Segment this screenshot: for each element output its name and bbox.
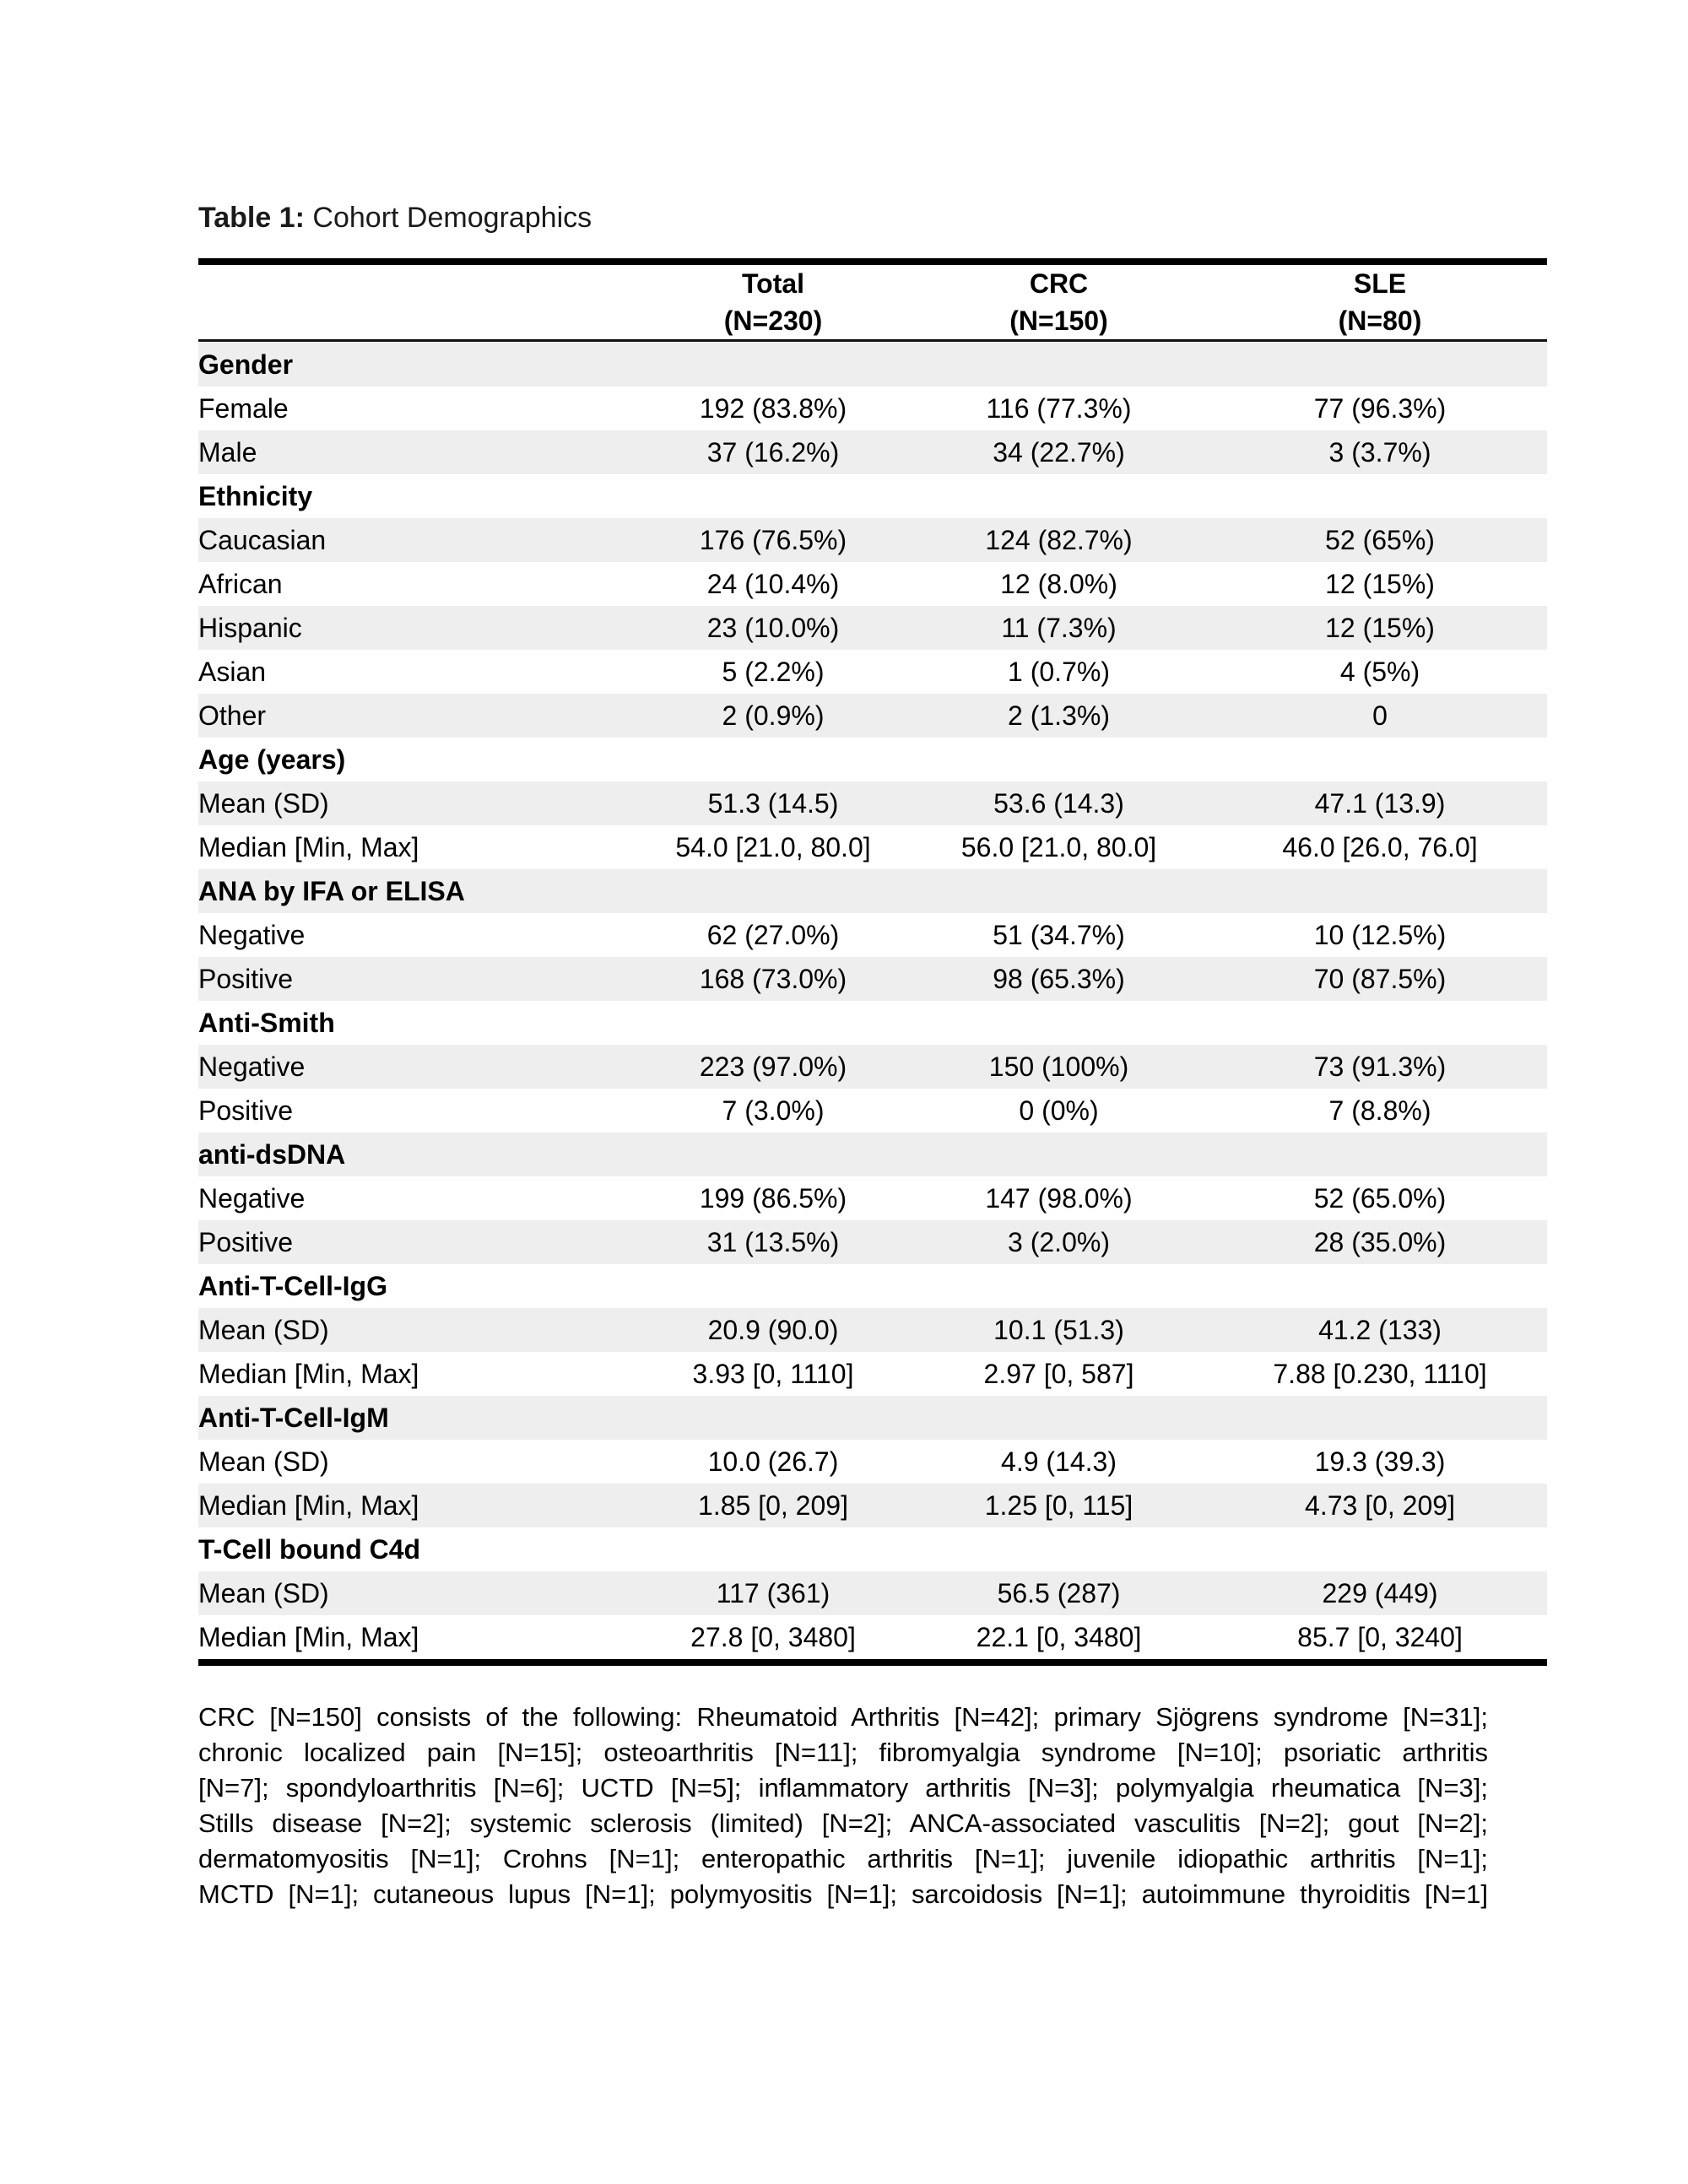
column-header-n: (N=80) (1338, 305, 1422, 336)
section-label: anti-dsDNA (198, 1139, 346, 1170)
table-row (198, 1352, 1547, 1396)
cell-crc: 10.1 (51.3) (993, 1315, 1124, 1345)
cell-crc: 116 (77.3%) (986, 393, 1132, 424)
cell-sle: 41.2 (133) (1318, 1315, 1442, 1345)
table-row (198, 387, 1547, 430)
section-label: Gender (198, 349, 294, 380)
cell-total: 31 (13.5%) (706, 1227, 840, 1257)
section-label: Anti-Smith (198, 1008, 335, 1038)
footnote-line: MCTD [N=1]; cutaneous lupus [N=1]; polymyositis [N=1]; sarcoidosis [N=1]; autoimmune thyroiditis [N=1] (198, 1879, 1488, 1909)
cell-crc: 22.1 [0, 3480] (976, 1622, 1142, 1652)
cell-total: 223 (97.0%) (699, 1051, 847, 1082)
cell-total: 117 (361) (716, 1578, 830, 1608)
table-section-row (198, 1396, 1547, 1440)
cell-crc (905, 1264, 1213, 1308)
row-label: Median [Min, Max] (198, 1622, 419, 1652)
cell-total: 27.8 [0, 3480] (690, 1622, 856, 1652)
cell-sle: 73 (91.3%) (1313, 1051, 1447, 1082)
cell-total: 176 (76.5%) (699, 525, 847, 555)
cell-crc: 12 (8.0%) (1000, 569, 1117, 599)
cell-total: 54.0 [21.0, 80.0] (675, 832, 871, 862)
cell-sle: 4.73 [0, 209] (1305, 1490, 1455, 1521)
row-label: Negative (198, 1051, 306, 1082)
cell-total: 168 (73.0%) (699, 964, 847, 994)
cell-crc (905, 738, 1213, 781)
cell-total (641, 1396, 905, 1440)
column-header-name: Total (741, 268, 805, 299)
section-label: Ethnicity (198, 481, 313, 511)
table-section-row (198, 1264, 1547, 1308)
table-row (198, 1615, 1547, 1659)
table-row (198, 781, 1547, 825)
row-label: Positive (198, 1227, 294, 1257)
row-label: Median [Min, Max] (198, 1490, 419, 1521)
column-header-n: (N=230) (723, 305, 823, 336)
table-row (198, 825, 1547, 869)
table-section-row (198, 474, 1547, 518)
row-label: Mean (SD) (198, 1578, 329, 1608)
table-header (198, 265, 1547, 339)
cell-sle (1213, 1396, 1547, 1440)
footnote-line: dermatomyositis [N=1]; Crohns [N=1]; enteropathic arthritis [N=1]; juvenile idiopathic arthritis [N=1]; (198, 1844, 1488, 1873)
column-header-total (641, 265, 905, 339)
column-header-sle (1213, 265, 1547, 339)
cell-sle (1213, 1527, 1547, 1571)
cell-sle: 10 (12.5%) (1313, 920, 1447, 950)
row-label: Female (198, 393, 289, 424)
table-row (198, 694, 1547, 738)
cell-total: 24 (10.4%) (706, 569, 840, 599)
cell-crc: 0 (0%) (1019, 1095, 1099, 1126)
table-row (198, 1308, 1547, 1352)
table-section-row (198, 869, 1547, 913)
column-header-crc (905, 265, 1213, 339)
cell-total: 23 (10.0%) (706, 613, 840, 643)
cell-total: 3.93 [0, 1110] (692, 1359, 854, 1389)
cell-total (641, 1001, 905, 1045)
cell-sle (1213, 474, 1547, 518)
cell-total (641, 738, 905, 781)
footnote-line: chronic localized pain [N=15]; osteoarthritis [N=11]; fibromyalgia syndrome [N=10]; psoriatic arthritis (198, 1738, 1488, 1767)
cell-crc (905, 1527, 1213, 1571)
cell-total: 10.0 (26.7) (707, 1446, 839, 1477)
table-row (198, 913, 1547, 957)
cell-crc: 150 (100%) (988, 1051, 1129, 1082)
cell-crc (905, 1396, 1213, 1440)
row-label: African (198, 569, 283, 599)
cell-sle (1213, 1133, 1547, 1176)
row-label: Mean (SD) (198, 1446, 329, 1477)
row-label: Mean (SD) (198, 788, 329, 819)
cell-crc: 124 (82.7%) (985, 525, 1133, 555)
cell-sle: 0 (1372, 700, 1388, 731)
cell-crc: 56.0 [21.0, 80.0] (960, 832, 1157, 862)
table-row (198, 1089, 1547, 1133)
row-label: Asian (198, 657, 267, 687)
cell-total: 1.85 [0, 209] (698, 1490, 848, 1521)
table-row (198, 957, 1547, 1001)
table-row (198, 1220, 1547, 1264)
table-row (198, 1571, 1547, 1615)
cell-total: 5 (2.2%) (722, 657, 825, 687)
footnote-line: CRC [N=150] consists of the following: Rheumatoid Arthritis [N=42]; primary Sjögrens syndrome [N=31]; (198, 1702, 1488, 1732)
cell-total: 62 (27.0%) (706, 920, 840, 950)
cell-crc (905, 1133, 1213, 1176)
cell-sle: 70 (87.5%) (1313, 964, 1447, 994)
footnote-line: [N=7]; spondyloarthritis [N=6]; UCTD [N=5]; inflammatory arthritis [N=3]; polymyalgia rheumatica [N=3]; (198, 1773, 1488, 1803)
cell-total (641, 1527, 905, 1571)
row-label: Caucasian (198, 525, 327, 555)
cell-sle: 28 (35.0%) (1313, 1227, 1447, 1257)
cell-sle: 52 (65%) (1325, 525, 1435, 555)
table-section-row (198, 1527, 1547, 1571)
table-row (198, 1176, 1547, 1220)
table-row (198, 1045, 1547, 1089)
cell-total: 37 (16.2%) (706, 437, 840, 468)
cell-crc (905, 474, 1213, 518)
table-header-rule (198, 339, 1547, 342)
cell-crc: 1.25 [0, 115] (984, 1490, 1133, 1521)
cell-sle (1213, 738, 1547, 781)
section-label: Age (years) (198, 744, 346, 775)
cell-sle: 47.1 (13.9) (1314, 788, 1446, 819)
row-label: Hispanic (198, 613, 302, 643)
cell-sle (1213, 343, 1547, 387)
cell-crc (905, 1001, 1213, 1045)
cell-total (641, 474, 905, 518)
table-section-row (198, 343, 1547, 387)
table-section-row (198, 738, 1547, 781)
section-label: ANA by IFA or ELISA (198, 876, 465, 906)
cell-total (641, 1133, 905, 1176)
table-section-row (198, 1133, 1547, 1176)
cell-crc: 51 (34.7%) (993, 920, 1125, 950)
row-label: Negative (198, 1183, 306, 1214)
cell-crc: 98 (65.3%) (993, 964, 1125, 994)
table-row (198, 606, 1547, 650)
cell-sle (1213, 1001, 1547, 1045)
section-label: T-Cell bound C4d (198, 1534, 421, 1565)
cell-crc: 3 (2.0%) (1008, 1227, 1110, 1257)
table-row (198, 1440, 1547, 1484)
cell-crc: 11 (7.3%) (1001, 613, 1117, 643)
cell-crc (905, 869, 1213, 913)
cell-total: 51.3 (14.5) (707, 788, 839, 819)
cell-crc: 2.97 [0, 587] (983, 1359, 1134, 1389)
cell-crc: 147 (98.0%) (985, 1183, 1133, 1214)
cell-sle: 12 (15%) (1325, 613, 1435, 643)
cell-sle: 52 (65.0%) (1313, 1183, 1447, 1214)
cell-sle: 7 (8.8%) (1328, 1095, 1431, 1126)
column-header-name: SLE (1353, 268, 1407, 299)
row-label: Mean (SD) (198, 1315, 329, 1345)
cell-total: 7 (3.0%) (722, 1095, 825, 1126)
row-label: Other (198, 700, 267, 731)
table-section-row (198, 1001, 1547, 1045)
cell-crc: 56.5 (287) (997, 1578, 1121, 1608)
cell-crc: 34 (22.7%) (993, 437, 1125, 468)
cell-sle: 7.88 [0.230, 1110] (1273, 1359, 1487, 1389)
cell-total: 192 (83.8%) (699, 393, 847, 424)
cell-sle (1213, 1264, 1547, 1308)
table-title-text: Cohort Demographics (312, 202, 592, 234)
table-row (198, 562, 1547, 606)
cell-sle: 3 (3.7%) (1328, 437, 1431, 468)
row-label: Median [Min, Max] (198, 832, 419, 862)
table-body (198, 343, 1547, 1659)
cell-total: 2 (0.9%) (722, 700, 825, 731)
table-row (198, 430, 1547, 474)
table-footnote (198, 1700, 1488, 1912)
cell-sle: 12 (15%) (1325, 569, 1435, 599)
row-label: Positive (198, 1095, 294, 1126)
table-top-rule (198, 258, 1547, 265)
cell-sle: 229 (449) (1322, 1578, 1438, 1608)
table-title (198, 199, 592, 236)
cell-crc: 2 (1.3%) (1008, 700, 1110, 731)
cell-total: 20.9 (90.0) (707, 1315, 839, 1345)
row-label: Positive (198, 964, 294, 994)
cell-sle: 19.3 (39.3) (1314, 1446, 1446, 1477)
column-header-name: CRC (1029, 268, 1089, 299)
table-bottom-rule (198, 1659, 1547, 1666)
row-label: Male (198, 437, 257, 468)
table-title-label: Table 1: (198, 202, 305, 234)
cell-crc: 1 (0.7%) (1008, 657, 1110, 687)
cell-sle (1213, 869, 1547, 913)
row-label: Median [Min, Max] (198, 1359, 419, 1389)
cell-sle: 85.7 [0, 3240] (1297, 1622, 1463, 1652)
cell-total (641, 343, 905, 387)
section-label: Anti-T-Cell-IgG (198, 1271, 387, 1301)
cell-sle: 77 (96.3%) (1313, 393, 1447, 424)
table-row (198, 518, 1547, 562)
section-label: Anti-T-Cell-IgM (198, 1403, 389, 1433)
cell-total: 199 (86.5%) (699, 1183, 847, 1214)
cell-crc (905, 343, 1213, 387)
cell-total (641, 1264, 905, 1308)
table-row (198, 650, 1547, 694)
column-header-n: (N=150) (1009, 305, 1108, 336)
table-row (198, 1484, 1547, 1527)
row-label: Negative (198, 920, 306, 950)
cell-crc: 4.9 (14.3) (1001, 1446, 1117, 1477)
footnote-line: Stills disease [N=2]; systemic sclerosis (limited) [N=2]; ANCA-associated vasculitis [N=2]; gout [N=2]; (198, 1808, 1488, 1838)
cell-total (641, 869, 905, 913)
cell-sle: 4 (5%) (1339, 657, 1420, 687)
cell-sle: 46.0 [26.0, 76.0] (1282, 832, 1478, 862)
cell-crc: 53.6 (14.3) (993, 788, 1124, 819)
